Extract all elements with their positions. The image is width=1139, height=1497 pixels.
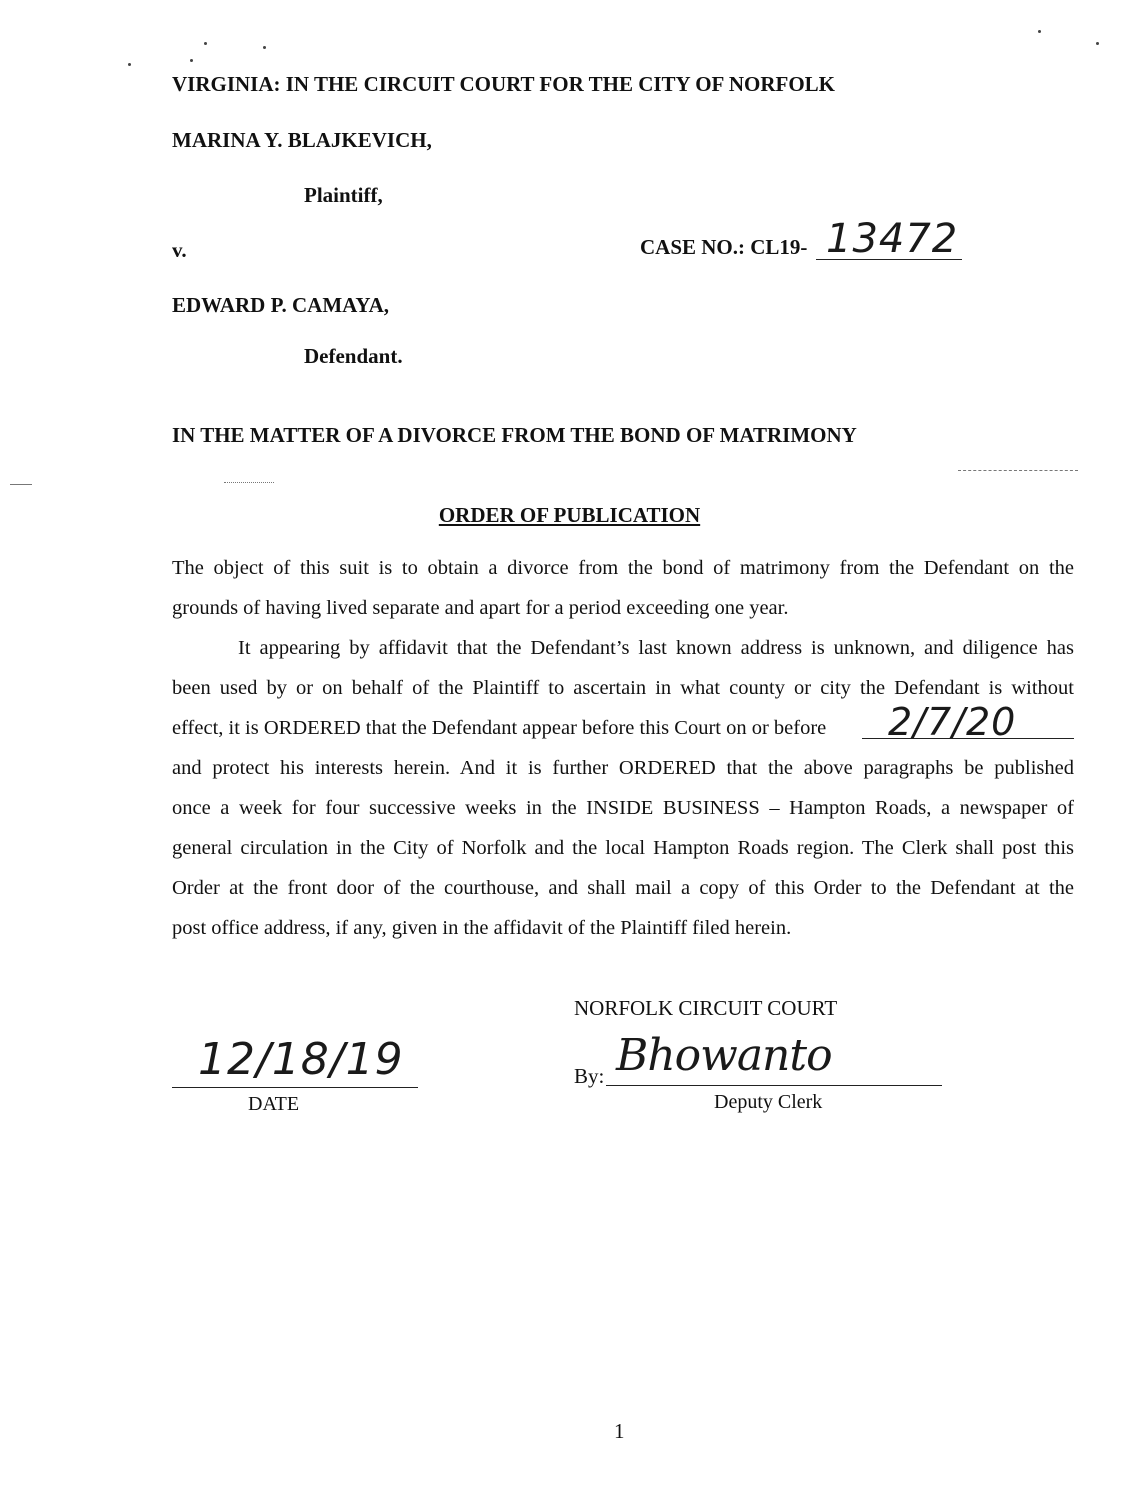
date-line [172, 1087, 418, 1088]
scan-speck [263, 46, 266, 49]
paragraph-1 [172, 548, 1074, 628]
appear-date-handwritten: 2/7/20 [888, 700, 1017, 744]
scan-speck [1038, 30, 1041, 33]
document-title: ORDER OF PUBLICATION [438, 503, 701, 527]
paragraph-line: It appearing by affidavit that the Defendant’s last known address is unknown, and diligence has [238, 637, 1074, 659]
plaintiff-role: Plaintiff, [304, 183, 383, 207]
signed-date-handwritten: 12/18/19 [198, 1034, 404, 1085]
paragraph-line: been used by or on behalf of the Plaintiff to ascertain in what county or city the Defendant is without [172, 677, 1074, 699]
case-number-handwritten: 13472 [826, 216, 959, 262]
date-label: DATE [248, 1093, 300, 1115]
page-number: 1 [614, 1419, 625, 1443]
case-number-label: CASE NO.: CL19- [640, 235, 808, 259]
paragraph-line: effect, it is ORDERED that the Defendant appear before this Court on or before [172, 717, 827, 739]
paragraph-line: and protect his interests herein. And it is further ORDERED that the above paragraphs be published [172, 757, 1074, 779]
plaintiff-name: MARINA Y. BLAJKEVICH, [172, 128, 432, 152]
scan-speck [190, 59, 193, 62]
signature-line [606, 1085, 942, 1086]
defendant-role: Defendant. [304, 344, 403, 368]
paragraph-line: grounds of having lived separate and apart for a period exceeding one year. [172, 597, 789, 619]
court-name: NORFOLK CIRCUIT COURT [574, 996, 838, 1020]
paragraph-line-with-date [172, 700, 1074, 748]
signer-title: Deputy Clerk [714, 1091, 823, 1113]
paragraph-line: The object of this suit is to obtain a divorce from the bond of matrimony from the Defendant on the [172, 557, 1074, 579]
paragraph-2 [172, 628, 1074, 948]
scan-speck [204, 42, 207, 45]
defendant-name: EDWARD P. CAMAYA, [172, 293, 390, 317]
versus-label: v. [172, 238, 187, 262]
scan-mark [224, 482, 274, 483]
paragraph-line: post office address, if any, given in the affidavit of the Plaintiff filed herein. [172, 917, 792, 939]
scan-mark [10, 484, 32, 485]
scan-mark [958, 470, 1078, 471]
paragraph-line: once a week for four successive weeks in the INSIDE BUSINESS – Hampton Roads, a newspaper of [172, 797, 1074, 819]
matter-heading: IN THE MATTER OF A DIVORCE FROM THE BOND OF MATRIMONY [172, 423, 857, 447]
paragraph-line: Order at the front door of the courthouse, and shall mail a copy of this Order to the Defendant at the [172, 877, 1074, 899]
scan-speck [128, 63, 131, 66]
scan-speck [1096, 42, 1099, 45]
clerk-signature: Bhowanto [616, 1030, 832, 1081]
by-label: By: [574, 1064, 605, 1088]
court-heading: VIRGINIA: IN THE CIRCUIT COURT FOR THE CITY OF NORFOLK [172, 72, 835, 96]
paragraph-line: general circulation in the City of Norfolk and the local Hampton Roads region. The Clerk shall post this [172, 837, 1074, 859]
